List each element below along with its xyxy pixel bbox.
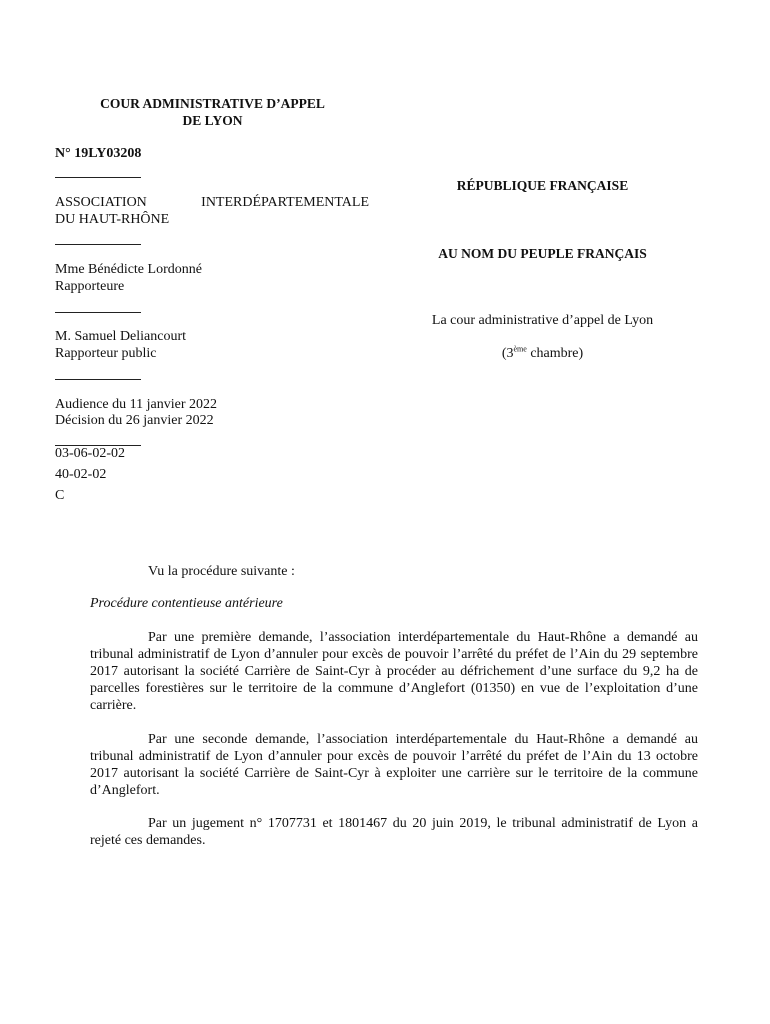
paragraph-text: Par un jugement n° 1707731 et 1801467 du 20 juin 2019, le tribunal administratif de Lyon a rejeté ces demandes. [90, 816, 698, 848]
rapporteur-role: Rapporteure [55, 279, 125, 294]
audience-date: Audience du 11 janvier 2022 [55, 397, 217, 412]
paragraph-text: Par une seconde demande, l’association interdépartementale du Haut-Rhône a demandé au tribunal administratif de Lyon d’annuler pour excès de pouvoir l’arrêté du préfet de l’Ain du 13 octobre 2017 autorisant la société Carrière de Saint-Cyr à exploiter une carrière sur le territoire de la commune d’Anglefort. [90, 732, 698, 798]
classification-code: 40-02-02 [55, 467, 107, 482]
court-name: La cour administrative d’appel de Lyon [431, 313, 654, 328]
section-title: Procédure contentieuse antérieure [90, 596, 283, 611]
chamber-num: (3 [501, 346, 514, 361]
rapporteur-public-name: M. Samuel Deliancourt [55, 329, 187, 344]
classification-code: 03-06-02-02 [55, 446, 125, 461]
separator [55, 312, 141, 313]
paragraph [90, 815, 698, 849]
court-title-line2: DE LYON [182, 113, 243, 128]
party-line2: DU HAUT-RHÔNE [55, 212, 170, 227]
rapporteur-public-role: Rapporteur public [55, 346, 157, 361]
case-number: N° 19LY03208 [55, 146, 142, 161]
paragraph [90, 731, 698, 799]
party-word2: INTERDÉPARTEMENTALE [201, 195, 369, 210]
separator [55, 177, 141, 178]
paragraph [90, 629, 698, 714]
court-title-line1: COUR ADMINISTRATIVE D’APPEL [100, 96, 325, 111]
people-heading: AU NOM DU PEUPLE FRANÇAIS [438, 246, 647, 261]
paragraph-text: Par une première demande, l’association interdépartementale du Haut-Rhône a demandé au tribunal administratif de Lyon d’annuler pour excès de pouvoir l’arrêté du préfet de l’Ain du 29 septembre 2017 autorisant la société Carrière de Saint-Cyr à procéder au défrichement d’une surface du 9,2 ha de parcelles forestières sur le territoire de la commune d’Anglefort (01350) en vue de l’exploitation d’une carrière. [90, 630, 698, 713]
party-line1 [55, 195, 369, 211]
chamber-sup: ème [513, 344, 527, 354]
chamber [410, 346, 675, 362]
publication-code: C [55, 488, 65, 503]
court-title [55, 95, 370, 129]
republic-heading: RÉPUBLIQUE FRANÇAISE [456, 178, 629, 193]
separator [55, 379, 141, 380]
chamber-rest: chambre) [526, 346, 584, 361]
rapporteur-name: Mme Bénédicte Lordonné [55, 262, 202, 277]
separator [55, 244, 141, 245]
decision-date: Décision du 26 janvier 2022 [55, 413, 214, 428]
party-word1: ASSOCIATION [55, 195, 147, 210]
procedure-intro: Vu la procédure suivante : [148, 564, 295, 579]
